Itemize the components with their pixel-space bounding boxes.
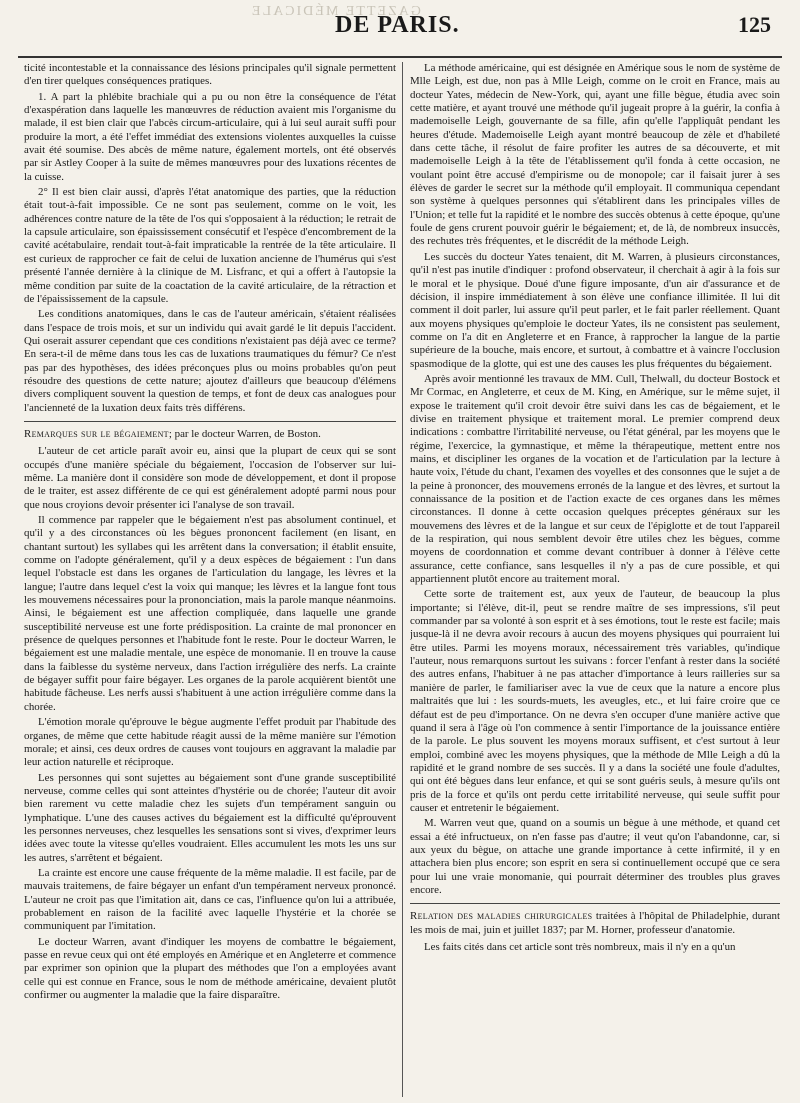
paragraph: Les faits cités dans cet article sont très nombreux, mais il n'y en a qu'un [424,941,736,953]
page-header [0,0,800,50]
column-divider [402,62,403,1097]
paragraph: Cette sorte de traitement est, aux yeux de l'auteur, de beaucoup la plus importante; si l'élève, dit-il, peut se rendre maître de ses impressions, s'il peut commander par sa volonté à son esprit et à ses émotions, tout le reste est facile; mais jusque-là il ne devra avoir recours à aucun des moyens physiques qui pourraient lui être utiles. Parmi les moyens moraux, nécessairement très variables, qu'indique l'auteur, nous remarquons surtout les suivans : forcer l'enfant à rester dans la société des autres enfans, l'habituer à ne pas attacher d'importance à leurs railleries sur sa manière de parler, le familiariser avec la vue de ceux que la nature a encore plus maltraités que lui : les sourds-muets, les aveugles, etc., et lui faire croire que ce défaut est de peu d'importance. On ne devra s'en occuper d'une manière active que quand il sera à l'âge où l'on commence à sentir l'importance de la jouissance entière de la parole. Le plus souvent les moyens moraux suffisent, et c'est surtout à leur emploi, combiné avec les moyens physiques, que la méthode de Mlle Leigh a dû la rapidité et le grand nombre de ses succès. Il y a dans la société une foule d'adultes, qui ont été bègues dans leur enfance, et qui se sont guéris seuls, à mesure qu'ils ont pris de la force et qu'ils ont perdu cette irritabilité nerveuse, qui seule suffit pour causer et entretenir le bégaiement. [410,588,780,814]
paragraph: Les succès du docteur Yates tenaient, dit M. Warren, à plusieurs circonstances, qu'il n'est pas inutile d'indiquer : profond observateur, il cherchait à agir à la fois sur le moral et le physique. Doué d'une figure imposante, d'un air d'assurance et de décision, il inspire immédiatement à son élève une confiance illimitée. Il lui dit comment il doit parler, lui assure qu'il peut parler, et le fait parler réellement. Quant aux moyens physiques qu'emploie le docteur Yates, ils ne consistent pas seulement, comme on l'a dit en Angleterre et en France, à rapprocher la langue de la partie supérieure de la bouche, mais encore, et surtout, à combattre et à vaincre l'occlusion spasmodique de la glotte, qui est une des causes les plus fréquentes du bégaiement. [410,250,780,370]
paragraph: ticité incontestable et la connaissance des lésions principales qu'il signale permettent d'en tirer quelques conséquences pratiques. [24,62,396,88]
paragraph: La crainte est encore une cause fréquente de la même maladie. Il est facile, par de mauvais traitemens, de faire bégayer un enfant d'un tempérament nerveux prononcé. L'auteur ne croit pas que l'imitation ait, dans ce cas, l'influence qu'on lui a attribuée, probablement en raison de la facilité avec laquelle l'hystérie et la chorée se communiquent par l'imitation. [24,866,396,933]
paragraph: Les personnes qui sont sujettes au bégaiement sont d'une grande susceptibilité nerveuse, comme celles qui sont atteintes d'hystérie ou de chorée; l'auteur dit avoir bien rarement vu cette maladie chez les sujets d'un tempérament sanguin ou lymphatique. L'une des causes actives du bégaiement est la difficulté qu'éprouvent les personnes nerveuses, chez lesquelles les sensations sont si vives, d'exprimer leurs idées avec toute la vitesse qu'elles voudraient. Elles accumulent les mots les uns sur les autres, s'arrêtent et bégaient. [24,771,396,864]
section-byline: traitées à l'hôpital de Philadelphie, durant les mois de mai, juin et juillet 1837; par M. Horner, professeur d'anatomie. [410,910,780,936]
left-column [24,62,396,1097]
paragraph: Il commence par rappeler que le bégaiement n'est pas absolument continuel, et qu'il y a des circonstances où les bègues prononcent facilement (en lisant, en chantant surtout) les syllabes qui les arrêtent dans la conversation; il établit ensuite, comme on l'adopte généralement, qu'il y a deux espèces de bégaiement : l'un dans lequel l'obstacle est dans les organes de l'articulation du langage, les lèvres et la langue; l'autre dans lequel c'est la voix qui manque; les lèvres et la langue font tous les mouvemens nécessaires pour la prononciation, mais la parole manque néanmoins. Ainsi, le bégaiement est une affection compliquée, dans laquelle une grande susceptibilité nerveuse est une forte prédisposition. La crainte de mal prononcer en présence de quelques personnes et l'habitude font le reste. Pour le docteur Warren, le bégaiement est une maladie mentale, une espèce de monomanie. Il en trouve la cause dans la faiblesse du système nerveux, dans l'action irrégulière des nerfs. La crainte de bégayer suffit pour faire bégayer. Les organes de la parole acquièrent bientôt une habitude fâcheuse. Les nerfs aussi s'habituent à une action irrégulière comme dans la chorée. [24,514,396,713]
section-separator [410,903,780,904]
page-number: 125 [738,12,771,37]
paragraph: L'auteur de cet article paraît avoir eu, ainsi que la plupart de ceux qui se sont occupés d'une manière spéciale du bégaiement, l'occasion de l'observer sur lui-même. La manière dont il considère son mode de développement, et dont il propose de le traiter, est assez différente de ce qui est généralement adopté parmi nous pour que nous croyions devoir présenter ici l'analyse de son travail. [24,445,396,511]
paragraph: 1. A part la phlébite brachiale qui a pu ou non être la conséquence de l'état d'exaspération dans laquelle les manœuvres de réduction avaient mis l'organisme du malade, il est bien clair que l'abcès circum-articulaire, qui à lui seul aurait suffi pour produire la mort, a été l'effet immédiat des extensions violentes auxquelles la cuisse avait été soumise. Des abcès de même nature, également mortels, ont été observés par sir Astley Cooper à la suite de mêmes manœuvres pour des luxations récentes de la cuisse. [24,90,396,183]
paragraph: 2° Il est bien clair aussi, d'après l'état anatomique des parties, que la réduction était tout-à-fait impossible. Ce ne sont pas seulement, comme on le voit, les adhérences contre nature de la tête de l'os qui s'opposaient à la réduction; le retrait de la capsule articulaire, son épaississement consécutif et l'espèce d'encombrement de la cavité acétabulaire, rendait tout-à-fait impraticable la rentrée de la tête articulaire. Il est curieux de rapprocher ce fait de celui de luxation ancienne de l'humérus qui s'est présenté l'année dernière à la clinique de M. Lisfranc, et qui a offert à l'autopsie la même condition par suite de la coactation de la cavité articulaire, de la rétraction et de l'épaississement de la capsule. [24,186,396,305]
section-heading [410,910,780,937]
paragraph: Après avoir mentionné les travaux de MM. Cull, Thelwall, du docteur Bostock et Mr Cormac, en Angleterre, et ceux de M. King, en Amérique, sur le même sujet, il expose le traitement qu'il croit devoir être suivi dans les cas de bégaiement, et le divise en traitement physique et traitement moral. Le premier comprend deux indications : combattre l'irritabilité nerveuse, ou l'état général, par les moyens que le régime, l'exercice, la gymnastique, et même la thérapeutique, mettent entre nos mains, et discipliner les organes de la vocation et de l'articulation par la lecture à haute voix, l'étude du chant, l'examen des voyelles et des consonnes que le sujet a de la peine à prononcer, des mouvemens erronés de la langue et des lèvres, et surtout la connaissance de la position et de l'action exacte de ces organes dans les mêmes circonstances. Il donne à cette occasion quelques préceptes généraux sur les mouvemens des lèvres et de la langue et sur ceux de l'épiglotte et de tout l'appareil de la respiration, qui nous semblent devoir être utiles chez les bègues, comme moyens de coordonnation et comme devant contribuer à donner à l'élève cette assurance, cette confiance, sans lesquelles il n'y a pas de cure possible, et qui appartiennent plutôt encore au traitement moral. [410,372,780,586]
right-column [410,62,780,1097]
section-byline: ; par le docteur Warren, de Boston. [168,427,321,440]
masthead: DE PARIS. [335,12,460,38]
section-separator [24,421,396,422]
paragraph: Le docteur Warren, avant d'indiquer les moyens de combattre le bégaiement, passe en revue ceux qui ont été employés en Amérique et en Angleterre et commence par exprimer son opinion que la plupart des méthodes que l'on a employées avant celle qui est connue en France, sous le nom de méthode américaine, devaient plutôt confirmer ou augmenter la maladie que la faire disparaître. [24,935,396,1002]
section-heading [24,428,396,441]
section-title: Remarques sur le bégaiement [24,427,169,440]
paragraph: Les conditions anatomiques, dans le cas de l'auteur américain, s'étaient réalisées dans l'espace de trois mois, et sur un individu qui avait gardé le lit depuis l'accident. Qui oserait assurer cependant que ces conditions n'existaient pas déjà avec ce terme? En sera-t-il de même dans tous les cas de luxations traumatiques du fémur? Ce n'est pas par des hypothèses, des idées préconçues plus ou moins probables qu'on peut résoudre des questions de cette nature; ajoutez d'ailleurs que beaucoup d'élémens divers compliquent souvent la question de temps, et font de deux cas analogues pour l'ancienneté de la luxation deux faits très différens. [24,308,396,414]
paragraph: M. Warren veut que, quand on a soumis un bègue à une méthode, et quand cet essai a été infructueux, on n'en fasse pas d'autre; il veut qu'on l'abandonne, car, si aux yeux du bègue, on attache une grande importance à cette infirmité, il y en attachera bien plus encore; son esprit en sera si continuellement occupé que ce sera pour lui une vraie monomanie, qui pourrait déterminer des troubles plus graves encore. [410,817,780,896]
bleed-through-text: GAZETTE MÉDICALE [250,4,421,19]
header-rule [18,56,782,58]
paragraph: La méthode américaine, qui est désignée en Amérique sous le nom de système de Mlle Leigh, est due, non pas à Mlle Leigh, comme on le croit en France, mais au docteur Yates, médecin de New-York, qui, ayant une fille bègue, étudia avec soin cette matière, et ayant trouvé une méthode qu'il jugeait propre à la guérir, la confia à mademoiselle Leigh, gouvernante de sa fille, afin qu'elle l'appliquât pendant les heures d'étude. Mademoiselle Leigh ayant montré beaucoup de zèle et d'habileté dans cette tâche, il résolut de faire profiter les autres de sa découverte, et mit mademoiselle Leigh à la tête de l'établissement qu'il fonda à cette occasion, ne voulant point être accusé d'empirisme ou de monopole; car il faisait jurer à ses élèves de garder le secret sur la méthode qu'il employait. Il communiqua cependant son système à quelques personnes qui s'établirent dans les principales villes de l'Union; et telle fut la rapidité et le nombre des succès obtenus à cette époque, qu'une foule de gens crurent pouvoir guérir le bégaiement; et, de là, de nombreux insuccès, des rechutes très fréquentes, et le discrédit de la méthode Leigh. [410,62,780,248]
paragraph: L'émotion morale qu'éprouve le bègue augmente l'effet produit par l'habitude des organes, de même que cette habitude réagit aussi de la même manière sur l'émotion morale; et ainsi, ces deux ordres de causes vont toujours en aggravant la maladie par leur action naturelle et réciproque. [24,716,396,769]
section-title: Relation des maladies chirurgicales [410,910,593,923]
